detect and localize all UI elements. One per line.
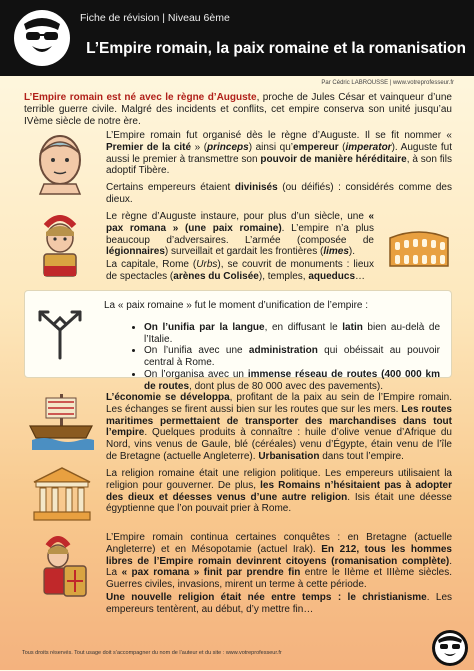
sec4-paragraph: La religion romaine était une religion politique. Les empereurs utilisaient la religion pour gouverner. De plus, les Romains n’hésitaient pas à adopter des dieux et déesses venus d’une autre religion. Isis était une déesse égyptienne que l’on pouvait prier à Rome. (106, 468, 452, 515)
sec1-paragraph-2: Certains empereurs étaient divinisés (ou déifiés) : considérés comme des dieux. (106, 182, 452, 205)
sec1-paragraph-1: L’Empire romain fut organisé dès le règne d’Auguste. Il se fit nommer « Premier de la cité » (princeps) ainsi qu’empereur (imperator). Auguste fut aussi le premier à transmettre son pouvoir de manière héréditaire, à son fils adoptif Tibère. (106, 130, 452, 177)
logo (14, 10, 70, 66)
page-title: L’Empire romain, la paix romaine et la romanisation (86, 40, 466, 57)
sec3-paragraph: L’économie se développa, profitant de la paix au sein de l’Empire romain. Les échanges se firent aussi bien sur les routes que sur les mers. Les routes maritimes permettaient de transporter des marchandises dans tout l’empire. Quelques produits à connaître : huile d’olive venue d’Afrique du Nord, vins venus de Gaule, blé (céréales) venu d’Égypte, étain venu de l’île de Bretagne (actuelle Angleterre). Urbanisation dans tout l’empire. (106, 392, 452, 462)
footer-logo (432, 630, 468, 666)
sec5-paragraph-2: Une nouvelle religion était née entre temps : le christianisme. Les empereurs tentèrent, au début, d’y mettre fin… (106, 592, 453, 615)
roads-network-icon (34, 304, 86, 365)
sunglasses-face-icon (432, 630, 468, 666)
header-subtitle: Fiche de révision | Niveau 6ème (80, 12, 230, 24)
sec5-paragraph-1: L’Empire romain continua certaines conquêtes : en Bretagne (actuelle Angleterre) et en Mésopotamie (actuel Irak). En 212, tous les hommes libres de l’Empire romain devinrent citoyens (romanisation complète). La « pax romana » finit par prendre fin entre le IIème et IIIème siècles. Guerres civiles, invasions, mirent un terme à cette période. (106, 532, 453, 591)
footer-copyright: Tous droits réservés. Tout usage doit s’accompagner du nom de l’auteur et du site : www.votreprofesseur.fr (22, 650, 282, 656)
header-banner (0, 0, 474, 76)
augustus-bust-icon (30, 130, 90, 201)
author-byline: Par Cédric LABROUSSE | www.votreprofesseur.fr (321, 80, 454, 86)
colosseum-icon (388, 226, 450, 273)
legionary-icon (34, 212, 86, 283)
footer (0, 640, 474, 670)
soldier-shield-icon (34, 536, 90, 605)
sec2-paragraph-1: Le règne d’Auguste instaure, pour plus d’un siècle, une « pax romana » (une paix romaine). L’empire n’a plus beaucoup d’adversaires. L’armée (composée de légionnaires) surveillait et gardait les frontières (limes). (106, 211, 374, 258)
sec2-paragraph-2: La capitale, Rome (Urbs), se couvrit de monuments : lieux de spectacles (arènes du Colisée), temples, aqueducs… (106, 259, 374, 282)
callout-text: La « paix romaine » fut le moment d’unification de l’empire : • On l’unifia par la langue, en diffusant le latin bien au-delà de l’Italie. • On l’unifia avec une administration qui obéissait au pouvoir central à Rome. • On l’organisa avec un immense réseau de routes (400 000 km de routes, dont plus de 80 000 avec des pavements). (104, 300, 440, 403)
roman-ship-icon (28, 390, 96, 457)
temple-icon (32, 466, 92, 527)
sunglasses-face-icon (14, 10, 70, 66)
intro-paragraph: L’Empire romain est né avec le règne d’Auguste, proche de Jules César et vainqueur d’une terrible guerre civile. Malgré des incidents et conflits, cet empire conserva son unité jusqu’au IVème siècle de notre ère. (24, 92, 452, 127)
